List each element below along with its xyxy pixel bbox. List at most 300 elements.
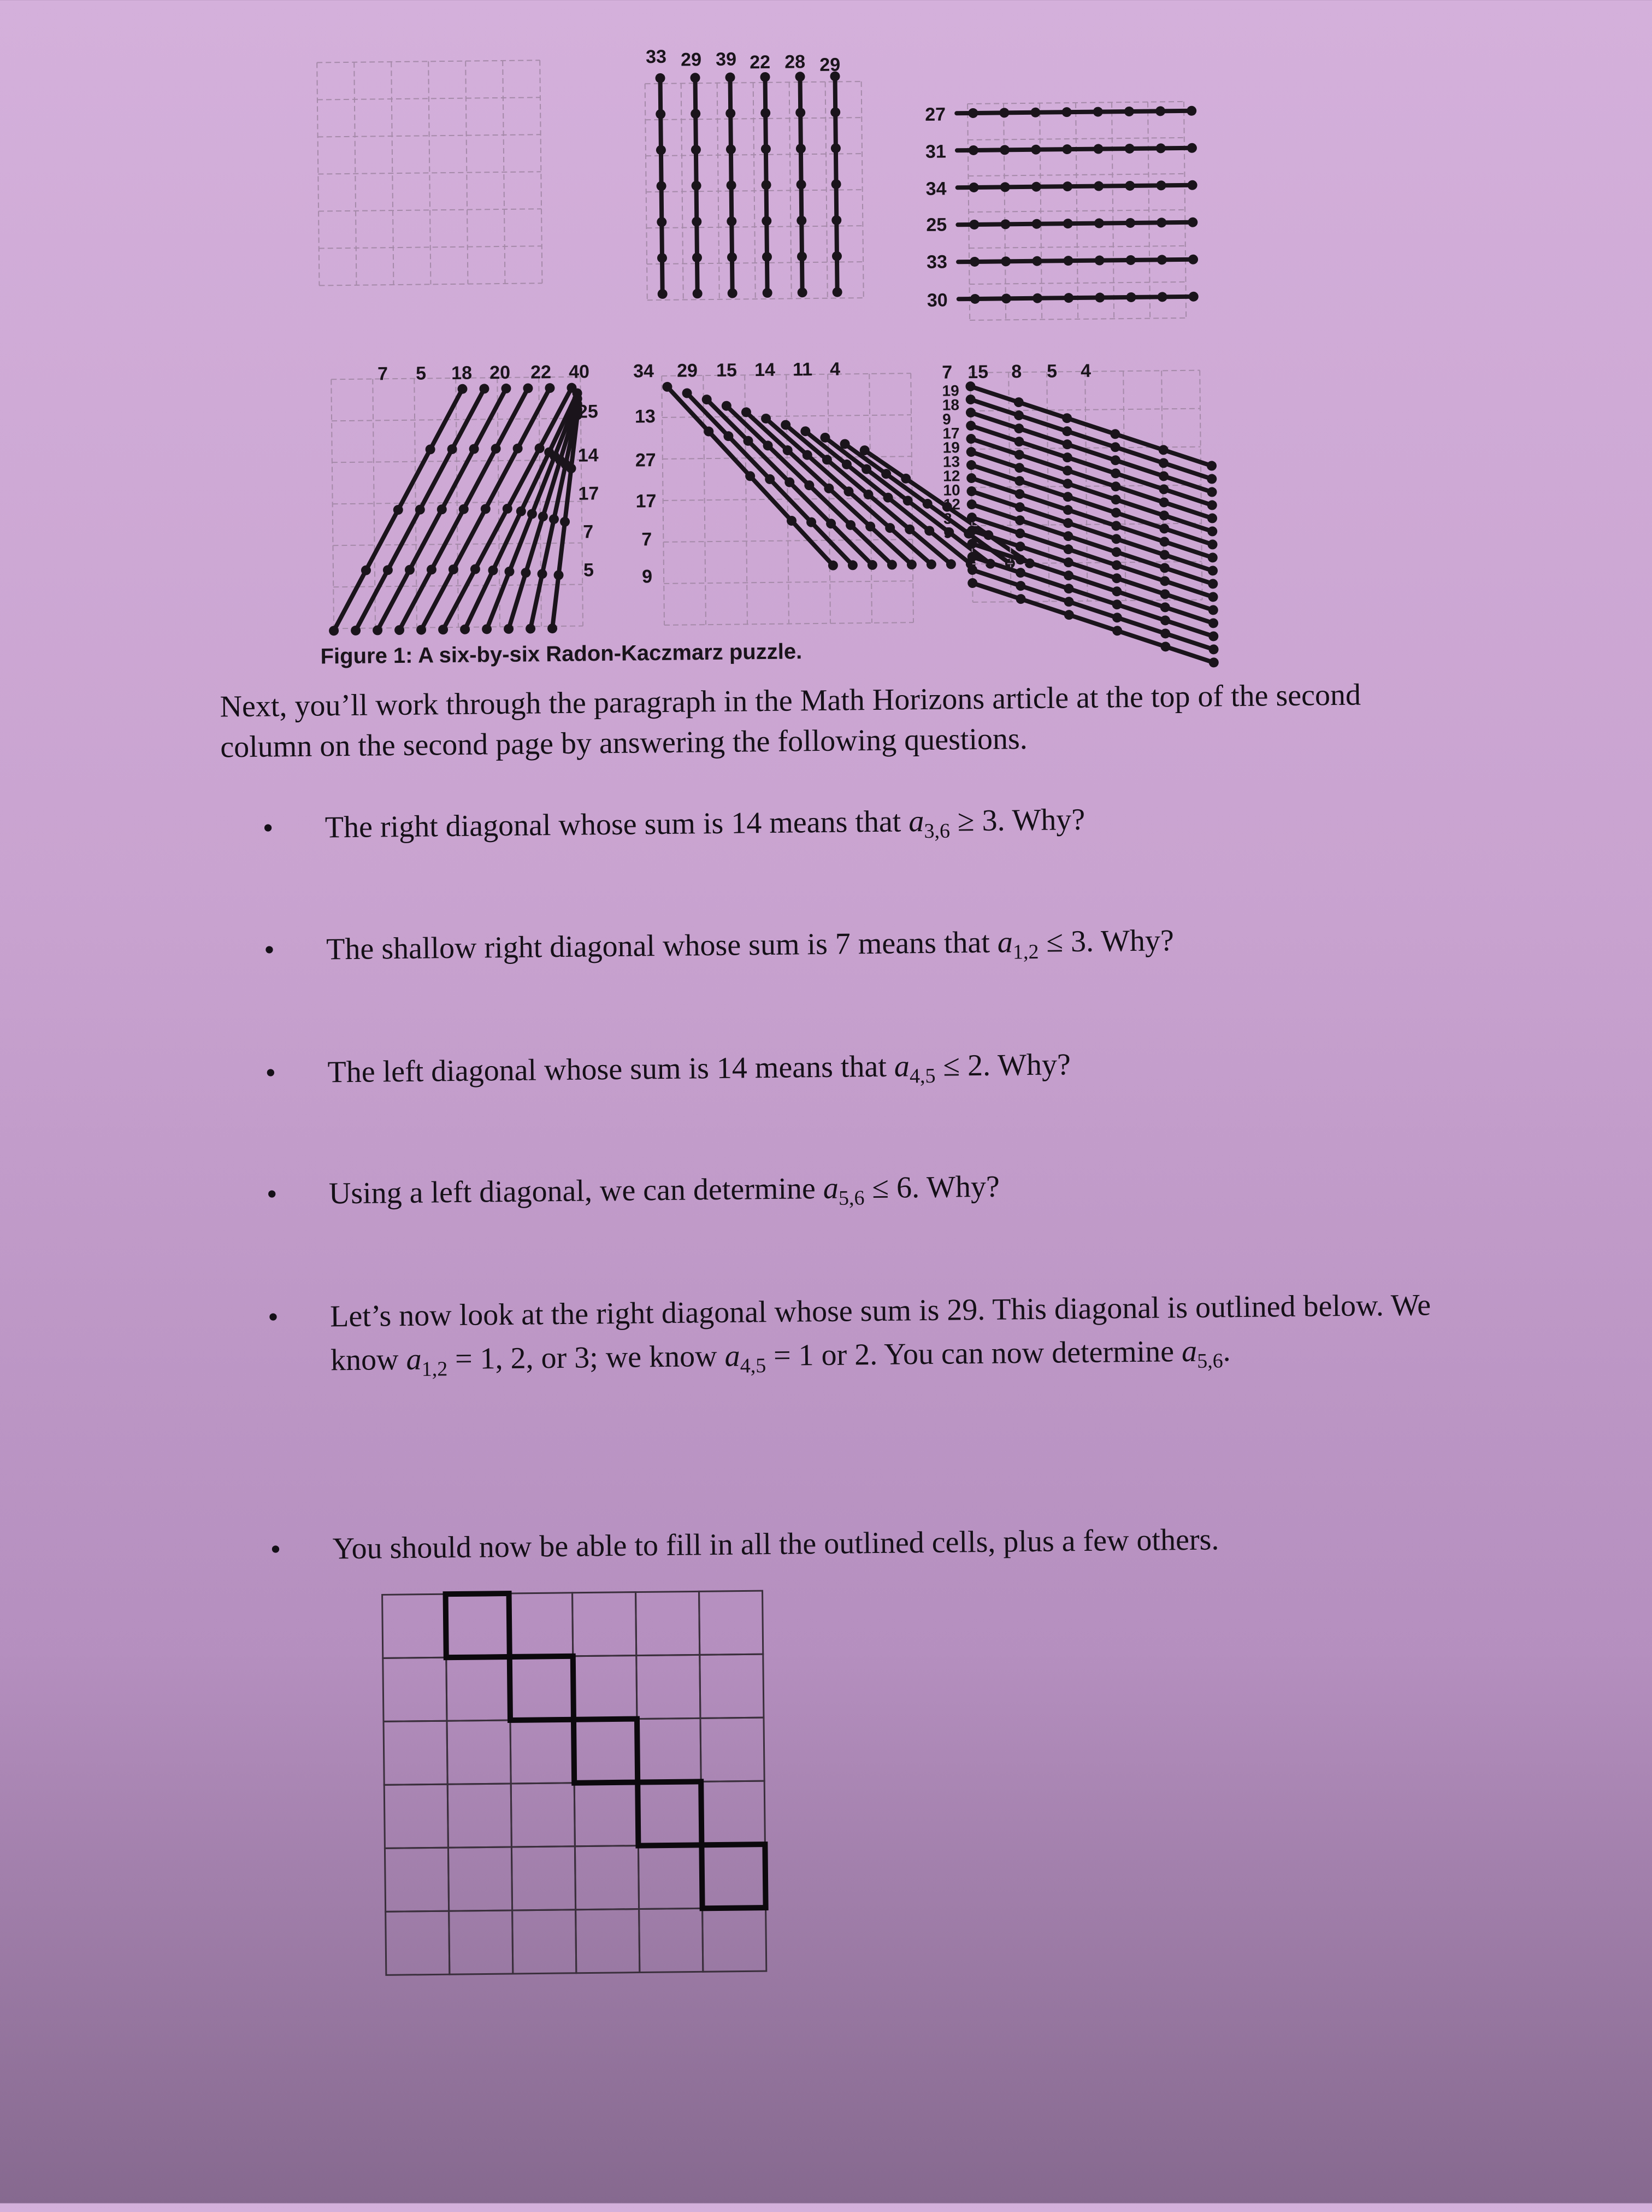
ray-dot xyxy=(538,511,548,521)
ray-dot xyxy=(832,251,842,261)
ray-dot xyxy=(967,565,977,575)
ray-dot xyxy=(504,624,514,634)
ray-dot xyxy=(1014,437,1024,446)
bullet: • xyxy=(270,1527,287,1571)
ray-dot xyxy=(1155,106,1165,116)
ray-dot xyxy=(1064,584,1073,593)
ray-dot xyxy=(1189,292,1199,302)
ray-dot xyxy=(1062,107,1072,117)
grid-cell xyxy=(511,1783,575,1847)
ray-dot xyxy=(560,517,570,527)
ray-dot xyxy=(760,72,770,82)
ray-dot xyxy=(1015,515,1025,525)
row-sum-label: 34 xyxy=(925,178,946,199)
row-sum-label: 31 xyxy=(925,141,946,162)
row-sum-label: 33 xyxy=(927,251,947,272)
ray-dot xyxy=(795,72,805,81)
ray-dot xyxy=(1062,426,1072,436)
ray-dot xyxy=(692,217,701,227)
grid-cell xyxy=(446,1657,510,1721)
grid-cell xyxy=(638,1845,702,1909)
diagonal-sum-label: 19 xyxy=(942,439,959,456)
ray-dot xyxy=(1112,560,1122,570)
grid-line xyxy=(318,172,541,174)
diagonal-sum-label: 3 xyxy=(943,510,952,527)
ray-dot xyxy=(1159,471,1169,481)
ray-dot xyxy=(1094,218,1104,228)
question-item: • You should now be able to fill in all the outlined cells, plus a few others. xyxy=(283,1515,1458,1528)
row-sums-panel xyxy=(918,92,1205,324)
ray-dot xyxy=(1000,219,1010,229)
intro-paragraph: Next, you’ll work through the paragraph in the Math Horizons article at the top of the second column on the second page by answering the following questions. xyxy=(220,674,1422,767)
ray-dot xyxy=(547,623,557,633)
ray-dot xyxy=(1208,605,1218,615)
grid-cell xyxy=(382,1594,446,1658)
ray-dot xyxy=(1000,145,1010,155)
diagonal-sum-label: 14 xyxy=(754,360,775,380)
ray-dot xyxy=(1207,461,1217,470)
outlined-cell xyxy=(701,1844,765,1908)
ray-dot xyxy=(1112,547,1122,557)
ray-dot xyxy=(1110,429,1120,439)
diagonal-sum-label: 17 xyxy=(942,425,959,442)
ray-dot xyxy=(1032,256,1042,266)
ray-dot xyxy=(1112,573,1122,583)
diagonal-sum-label: 14 xyxy=(578,445,599,466)
ray-dot xyxy=(1124,107,1134,116)
ray-dot xyxy=(1093,144,1103,154)
shallow-diagonals-panel xyxy=(937,354,1224,619)
ray-dot xyxy=(1160,550,1170,560)
column-sum-label: 33 xyxy=(646,46,666,67)
grid-cell xyxy=(385,1848,449,1911)
grid-cell xyxy=(701,1781,765,1845)
ray-dot xyxy=(656,145,666,155)
ray-dot xyxy=(831,215,841,225)
bullet: • xyxy=(265,1051,282,1095)
ray-dot xyxy=(1159,445,1169,455)
grid-line xyxy=(972,562,1202,564)
question-item: • The left diagonal whose sum is 14 means that $a_{4,5} \le 2$. Why? xyxy=(278,1039,1453,1051)
ray-dot xyxy=(1001,293,1011,303)
ray-dot xyxy=(796,144,806,154)
ray-dot xyxy=(1207,513,1217,523)
ray-dot xyxy=(1014,450,1024,460)
ray-dot xyxy=(1064,570,1073,580)
diagonal-sum-label: 40 xyxy=(569,361,589,382)
ray-dot xyxy=(1207,474,1217,484)
diagonal-sum-label: 7 xyxy=(641,529,652,550)
grid-cell xyxy=(449,1910,513,1974)
ray-dot xyxy=(1063,518,1073,528)
diagonal-sum-label: 17 xyxy=(578,483,599,504)
ray-dot xyxy=(795,108,805,117)
ray-dot xyxy=(1111,481,1120,491)
bullet: • xyxy=(268,1295,285,1339)
ray-dot xyxy=(1159,537,1169,546)
diagonal-sum-label: 15 xyxy=(716,360,737,381)
diagonal-sum-label: 8 xyxy=(1011,361,1022,382)
ray-dot xyxy=(1208,566,1218,575)
diagonal-sum-label: 7 xyxy=(583,521,593,542)
diagonal-sum-label: 22 xyxy=(530,362,551,383)
grid-cell xyxy=(446,1593,510,1657)
ray-dot xyxy=(1160,563,1170,573)
diagonal-sum-label: 4 xyxy=(830,359,840,380)
ray-dot xyxy=(1014,489,1024,499)
ray-dot xyxy=(1111,534,1121,544)
grid-line xyxy=(862,81,864,298)
ray-dot xyxy=(1159,497,1169,507)
ray-dot xyxy=(1207,487,1217,497)
row-sum-label: 30 xyxy=(927,290,948,310)
ray-dot xyxy=(762,216,771,226)
ray-dot xyxy=(1111,508,1121,517)
grid-cell xyxy=(510,1720,574,1784)
ray-dot xyxy=(537,569,547,579)
grid-cell xyxy=(576,1909,640,1973)
ray-dot xyxy=(966,408,976,417)
diagonal-sum-label: 12 xyxy=(943,467,960,484)
ray-dot xyxy=(1111,455,1120,465)
ray-dot xyxy=(999,108,1009,117)
ray-dot xyxy=(966,421,976,431)
ray-dot xyxy=(1032,293,1042,303)
diagonal-sum-label: 9 xyxy=(642,566,652,587)
ray-dot xyxy=(1063,452,1072,462)
ray-dot xyxy=(1160,589,1170,599)
diagonal-sum-label: 11 xyxy=(793,359,812,380)
ray-dot xyxy=(1064,557,1073,567)
ray-dot xyxy=(690,73,700,83)
diagonal-sum-label: 20 xyxy=(489,362,510,383)
ray-dot xyxy=(762,180,771,190)
grid-line xyxy=(647,298,864,300)
ray-dot xyxy=(1014,476,1024,486)
ray-dot xyxy=(1064,544,1073,554)
ray-dot xyxy=(967,552,977,562)
grid-line xyxy=(332,419,581,421)
ray-dot xyxy=(1014,410,1024,420)
ray-dot xyxy=(1208,579,1218,589)
diagonal-sum-label: 9 xyxy=(942,410,951,427)
diagonal-sum-label: 5 xyxy=(583,560,594,580)
diagonal-sum-label: 25 xyxy=(577,401,598,422)
grid-line xyxy=(662,415,911,417)
ray-dot xyxy=(797,251,807,261)
ray-dot xyxy=(1095,255,1105,265)
ray-dot xyxy=(727,180,736,190)
ray-dot xyxy=(1208,618,1218,628)
ray-dot xyxy=(1209,657,1219,667)
grid-cell xyxy=(637,1718,701,1782)
ray-dot xyxy=(796,180,806,190)
ray-dot xyxy=(1208,552,1218,562)
grid-cell xyxy=(512,1910,576,1974)
ray-dot xyxy=(658,289,668,299)
outlined-cell xyxy=(510,1656,574,1720)
grid-cell xyxy=(636,1591,700,1655)
figure-caption: Figure 1: A six-by-six Radon-Kaczmarz puzzle. xyxy=(320,639,802,669)
ray-dot xyxy=(967,578,977,588)
grid-cell xyxy=(639,1908,703,1972)
outlined-diagonal-grid xyxy=(376,1585,774,2004)
grid-cell xyxy=(575,1846,639,1910)
grid-cell xyxy=(703,1908,766,1972)
question-item: • The right diagonal whose sum is 14 means that $a_{3,6} \ge 3$. Why? xyxy=(275,794,1450,807)
ray-dot xyxy=(1111,442,1120,452)
outlined-cell xyxy=(446,1593,510,1657)
grid-cell xyxy=(636,1655,700,1719)
ray-dot xyxy=(657,253,667,263)
ray-dot xyxy=(657,217,666,227)
ray-dot xyxy=(657,181,666,191)
ray-dot xyxy=(1001,256,1011,266)
ray-dot xyxy=(655,73,665,83)
ray-dot xyxy=(1016,594,1025,604)
column-sum-label: 29 xyxy=(681,49,701,70)
ray-dot xyxy=(966,473,976,483)
ray-dot xyxy=(967,526,977,536)
diagonal-sum-label: 18 xyxy=(942,396,959,413)
ray-dot xyxy=(692,181,701,191)
ray-dot xyxy=(762,252,772,262)
ray-dot xyxy=(1160,615,1170,625)
ray-dot xyxy=(1188,255,1198,264)
ray-dot xyxy=(1187,106,1196,116)
ray-dot xyxy=(1112,586,1122,596)
ray-dot xyxy=(1157,217,1166,227)
diagonal-sum-label: 4 xyxy=(1081,361,1091,381)
ray-dot xyxy=(1112,613,1122,622)
ray-dot xyxy=(1094,181,1104,191)
ray-dot xyxy=(1064,610,1074,620)
grid-cell xyxy=(700,1654,764,1718)
ray-dot xyxy=(1159,523,1169,533)
grid-cell xyxy=(700,1717,764,1781)
right-diagonals-panel xyxy=(320,355,629,642)
ray-dot xyxy=(727,216,736,226)
ray-dot xyxy=(970,294,980,304)
column-sum-label: 28 xyxy=(784,51,805,72)
ray-dot xyxy=(693,289,703,298)
ray-dot xyxy=(1014,463,1024,473)
ray-dot xyxy=(965,381,975,391)
ray-dot xyxy=(1062,144,1072,154)
grid-cell xyxy=(573,1592,636,1656)
bullet: • xyxy=(264,928,281,972)
grid-cell xyxy=(699,1591,763,1655)
diagonal-sum-label: 10 xyxy=(943,481,960,498)
grid-cell xyxy=(574,1719,638,1783)
ray-dot xyxy=(1016,581,1025,591)
ray-dot xyxy=(1207,500,1217,510)
ray-dot xyxy=(970,257,980,267)
grid-cell xyxy=(510,1656,574,1720)
ray-dot xyxy=(728,288,738,298)
diagonal-sum-label: 5 xyxy=(1047,361,1057,381)
ray-dot xyxy=(692,252,702,262)
column-sum-label: 39 xyxy=(716,49,736,69)
grid-cell xyxy=(511,1846,575,1910)
ray-dot xyxy=(1000,182,1010,192)
bullet: • xyxy=(266,1172,283,1216)
column-sum-label: 29 xyxy=(819,54,840,75)
diagonal-sum-label: 12 xyxy=(943,496,960,513)
ray-dot xyxy=(1126,255,1136,265)
ray-dot xyxy=(830,107,840,117)
ray-dot xyxy=(1208,592,1218,602)
empty-grid-panel xyxy=(311,55,560,320)
ray-dot xyxy=(1111,521,1121,531)
ray-dot xyxy=(725,73,735,83)
ray-dot xyxy=(969,145,978,155)
grid-cell xyxy=(447,1784,511,1848)
ray-dot xyxy=(798,287,807,297)
ray-dot xyxy=(725,108,735,118)
ray-dot xyxy=(1156,180,1166,190)
ray-dot xyxy=(1160,576,1170,586)
grid-cell xyxy=(574,1782,638,1846)
ray-dot xyxy=(1016,568,1025,578)
outlined-cell xyxy=(574,1719,638,1783)
ray-dot xyxy=(1207,526,1217,536)
ray-dot xyxy=(969,220,979,230)
diagonal-sum-label: 18 xyxy=(451,363,472,384)
ray-dot xyxy=(796,215,806,225)
ray-dot xyxy=(1015,528,1025,538)
grid-cell xyxy=(509,1593,573,1657)
ray-dot xyxy=(1126,292,1136,302)
ray-dot xyxy=(967,513,977,522)
diagonal-sum-label: 17 xyxy=(635,491,656,511)
grid-line xyxy=(1184,102,1186,318)
ray-dot xyxy=(1014,423,1024,433)
ray-dot xyxy=(1063,219,1073,228)
diagonal-sum-label: 5 xyxy=(416,363,426,384)
ray-dot xyxy=(1160,642,1170,651)
ray-dot xyxy=(1063,181,1072,191)
diagonal-sum-label: 34 xyxy=(633,361,654,381)
ray-dot xyxy=(1062,413,1072,423)
ray-dot xyxy=(1160,628,1170,638)
ray-dot xyxy=(1157,255,1167,264)
ray-dot xyxy=(1207,539,1217,549)
row-sum-label: 27 xyxy=(925,104,946,125)
ray-dot xyxy=(1188,180,1197,190)
column-sum-label: 22 xyxy=(750,52,770,73)
row-sum-label: 25 xyxy=(926,214,947,235)
grid-cell xyxy=(447,1720,511,1784)
ray-dot xyxy=(833,287,842,297)
ray-dot xyxy=(1015,542,1025,551)
ray-dot xyxy=(1208,644,1218,654)
ray-dot xyxy=(1093,107,1103,116)
question-item: • Let’s now look at the right diagonal whose sum is 29. This diagonal is outlined below. We know $a_{1,2} = 1$, 2, or 3; we know $a_{4,5} = 1$ or 2. You can now determine $a_{5,6}$. xyxy=(281,1283,1455,1296)
ray-dot xyxy=(1125,181,1135,191)
ray-dot xyxy=(966,460,976,470)
ray-dot xyxy=(656,109,665,119)
ray-dot xyxy=(969,183,979,192)
ray-dot xyxy=(968,108,978,118)
ray-dot xyxy=(1015,502,1025,512)
question-item: • Using a left diagonal, we can determine $a_{5,6} \le 6$. Why? xyxy=(279,1160,1454,1173)
diagonal-sum-label: 19 xyxy=(942,382,959,399)
diagonal-sum-label: 27 xyxy=(635,450,656,470)
bullet: • xyxy=(262,806,279,850)
ray-dot xyxy=(1030,108,1040,117)
ray-dot xyxy=(1158,292,1167,302)
ray-dot xyxy=(691,109,700,119)
ray-dot xyxy=(1064,597,1074,607)
diagonal-sum-label: 13 xyxy=(943,453,960,470)
ray-dot xyxy=(1188,217,1197,227)
ray-dot xyxy=(553,570,563,580)
diagonal-sum-label: 9 xyxy=(943,524,952,541)
grid-cell xyxy=(701,1844,765,1908)
ray-dot xyxy=(1014,397,1024,407)
ray-dot xyxy=(1032,219,1042,229)
diagonal-sum-label: 7 xyxy=(942,362,952,383)
ray-dot xyxy=(1160,602,1170,612)
grid-cell xyxy=(383,1657,447,1721)
ray-dot xyxy=(1125,218,1135,228)
grid-cell xyxy=(384,1721,447,1785)
ray-dot xyxy=(1208,631,1218,641)
ray-dot xyxy=(1111,495,1121,504)
ray-dot xyxy=(1031,182,1041,192)
ray-dot xyxy=(1187,143,1197,153)
ray-dot xyxy=(526,623,535,633)
column-sums-panel xyxy=(628,32,882,319)
ray-dot xyxy=(1063,531,1073,541)
ray-dot xyxy=(1125,144,1135,154)
ray-dot xyxy=(1063,492,1073,502)
ray-dot xyxy=(1063,479,1072,489)
grid-line xyxy=(970,318,1186,320)
outlined-cell xyxy=(638,1781,701,1845)
ray-dot xyxy=(1063,466,1072,475)
ray-dot xyxy=(1063,505,1073,515)
ray-dot xyxy=(1156,143,1166,153)
ray-dot xyxy=(1111,468,1120,478)
ray-dot xyxy=(967,539,977,549)
diagonal-sum-label: 15 xyxy=(967,362,988,383)
grid-cell xyxy=(573,1656,637,1720)
ray-dot xyxy=(521,568,530,578)
diagonal-sum-label: 13 xyxy=(635,406,656,427)
ray-dot xyxy=(691,145,701,155)
ray-dot xyxy=(760,108,770,118)
ray-dot xyxy=(1095,292,1105,302)
ray-dot xyxy=(1112,626,1122,636)
ray-dot xyxy=(831,143,841,153)
question-item: • The shallow right diagonal whose sum is 7 means that $a_{1,2} \le 3$. Why? xyxy=(277,916,1452,928)
grid-line xyxy=(333,584,582,587)
ray-dot xyxy=(966,447,976,457)
ray-dot xyxy=(1159,510,1169,520)
grid-cell xyxy=(638,1781,701,1845)
ray-dot xyxy=(549,514,559,524)
left-diagonals-panel xyxy=(629,351,937,639)
grid-line xyxy=(428,61,430,284)
ray-dot xyxy=(763,288,772,298)
ray-dot xyxy=(831,179,841,189)
ray-dot xyxy=(761,144,771,154)
ray-dot xyxy=(967,499,977,509)
grid-cell xyxy=(386,1911,450,1975)
grid-cell xyxy=(384,1784,448,1848)
